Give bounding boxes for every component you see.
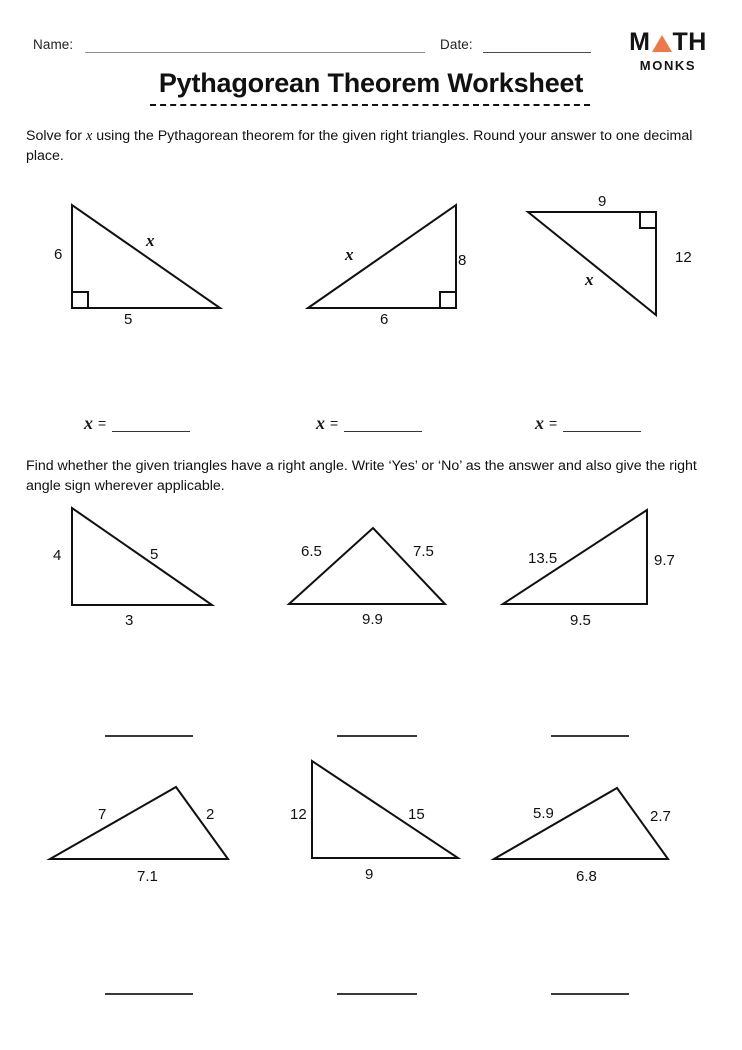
logo-wordmark — [616, 30, 720, 55]
triangle-icon — [652, 35, 672, 52]
answer-1-equals: = — [98, 415, 107, 431]
triangle-figure-5 — [285, 520, 475, 615]
triangle-figure-9 — [480, 755, 710, 875]
answer-field-3[interactable] — [535, 414, 641, 432]
date-input-line[interactable] — [483, 52, 591, 53]
answer-3-variable: x — [535, 413, 544, 433]
triangle-9-label-bottom: 6.8 — [576, 868, 597, 885]
logo-letter-m: M — [629, 28, 651, 56]
triangle-5-label-bottom: 9.9 — [362, 611, 383, 628]
triangle-figure-2 — [300, 195, 480, 325]
answer-2-equals: = — [330, 415, 339, 431]
answer-2-blank[interactable] — [344, 416, 422, 432]
title-divider — [150, 104, 590, 106]
triangle-figure-8 — [290, 755, 480, 875]
triangle-7-label-left: 7 — [98, 806, 107, 823]
answer-line-8[interactable] — [337, 993, 417, 995]
answer-2-variable: x — [316, 413, 325, 433]
answer-line-9[interactable] — [551, 993, 629, 995]
answer-line-4[interactable] — [105, 735, 193, 737]
instruction-1-variable: x — [85, 128, 93, 144]
instruction-text-1 — [26, 126, 716, 166]
triangle-6-label-bottom: 9.5 — [570, 612, 591, 629]
answer-line-5[interactable] — [337, 735, 417, 737]
triangle-5-label-left: 6.5 — [301, 543, 322, 560]
triangle-8-label-hypotenuse: 15 — [408, 806, 425, 823]
instruction-text-2: Find whether the given triangles have a right angle. Write ‘Yes’ or ‘No’ as the answer and also give the right angle sign wherever applicable. — [26, 458, 697, 494]
triangle-8-label-left: 12 — [290, 806, 307, 823]
triangle-figure-1 — [60, 195, 240, 325]
answer-line-6[interactable] — [551, 735, 629, 737]
triangle-2-label-hypotenuse: x — [345, 245, 354, 264]
triangle-9-label-left: 5.9 — [533, 805, 554, 822]
answer-line-7[interactable] — [105, 993, 193, 995]
instruction-1-part1: Solve for — [26, 128, 86, 144]
triangle-7-label-right: 2 — [206, 806, 215, 823]
math-monks-logo — [616, 30, 720, 72]
date-label: Date: — [440, 37, 473, 52]
triangle-2-label-bottom: 6 — [380, 311, 389, 328]
name-input-line[interactable] — [85, 52, 425, 53]
triangle-4-label-left: 4 — [53, 547, 62, 564]
page-title: Pythagorean Theorem Worksheet — [158, 68, 584, 98]
triangle-3-label-right: 12 — [675, 249, 692, 266]
triangle-1-label-hypotenuse: x — [146, 231, 155, 250]
triangle-1-label-left: 6 — [54, 246, 63, 263]
triangle-4-label-bottom: 3 — [125, 612, 134, 629]
answer-3-blank[interactable] — [563, 416, 641, 432]
instruction-1-part2: using the Pythagorean theorem for the given right triangles. Round your answer to one decimal place. — [26, 128, 693, 164]
name-label: Name: — [33, 37, 74, 52]
triangle-4-label-hypotenuse: 5 — [150, 546, 159, 563]
triangle-1-label-bottom: 5 — [124, 311, 133, 328]
triangle-7-label-bottom: 7.1 — [137, 868, 158, 885]
triangle-6-label-hypotenuse: 13.5 — [528, 550, 558, 567]
triangle-9-label-right: 2.7 — [650, 808, 671, 825]
answer-field-1[interactable] — [84, 414, 190, 432]
logo-letters-th: TH — [672, 28, 707, 56]
triangle-8-label-bottom: 9 — [365, 866, 374, 883]
triangle-3-label-hypotenuse: x — [585, 270, 594, 289]
answer-field-2[interactable] — [316, 414, 422, 432]
answer-3-equals: = — [549, 415, 558, 431]
triangle-3-label-top: 9 — [598, 193, 607, 210]
triangle-6-label-right: 9.7 — [654, 552, 675, 569]
answer-1-blank[interactable] — [112, 416, 190, 432]
answer-1-variable: x — [84, 413, 93, 433]
triangle-2-label-right: 8 — [458, 252, 467, 269]
triangle-figure-7 — [30, 755, 250, 875]
logo-subtext: MONKS — [639, 58, 697, 73]
triangle-5-label-right: 7.5 — [413, 543, 434, 560]
